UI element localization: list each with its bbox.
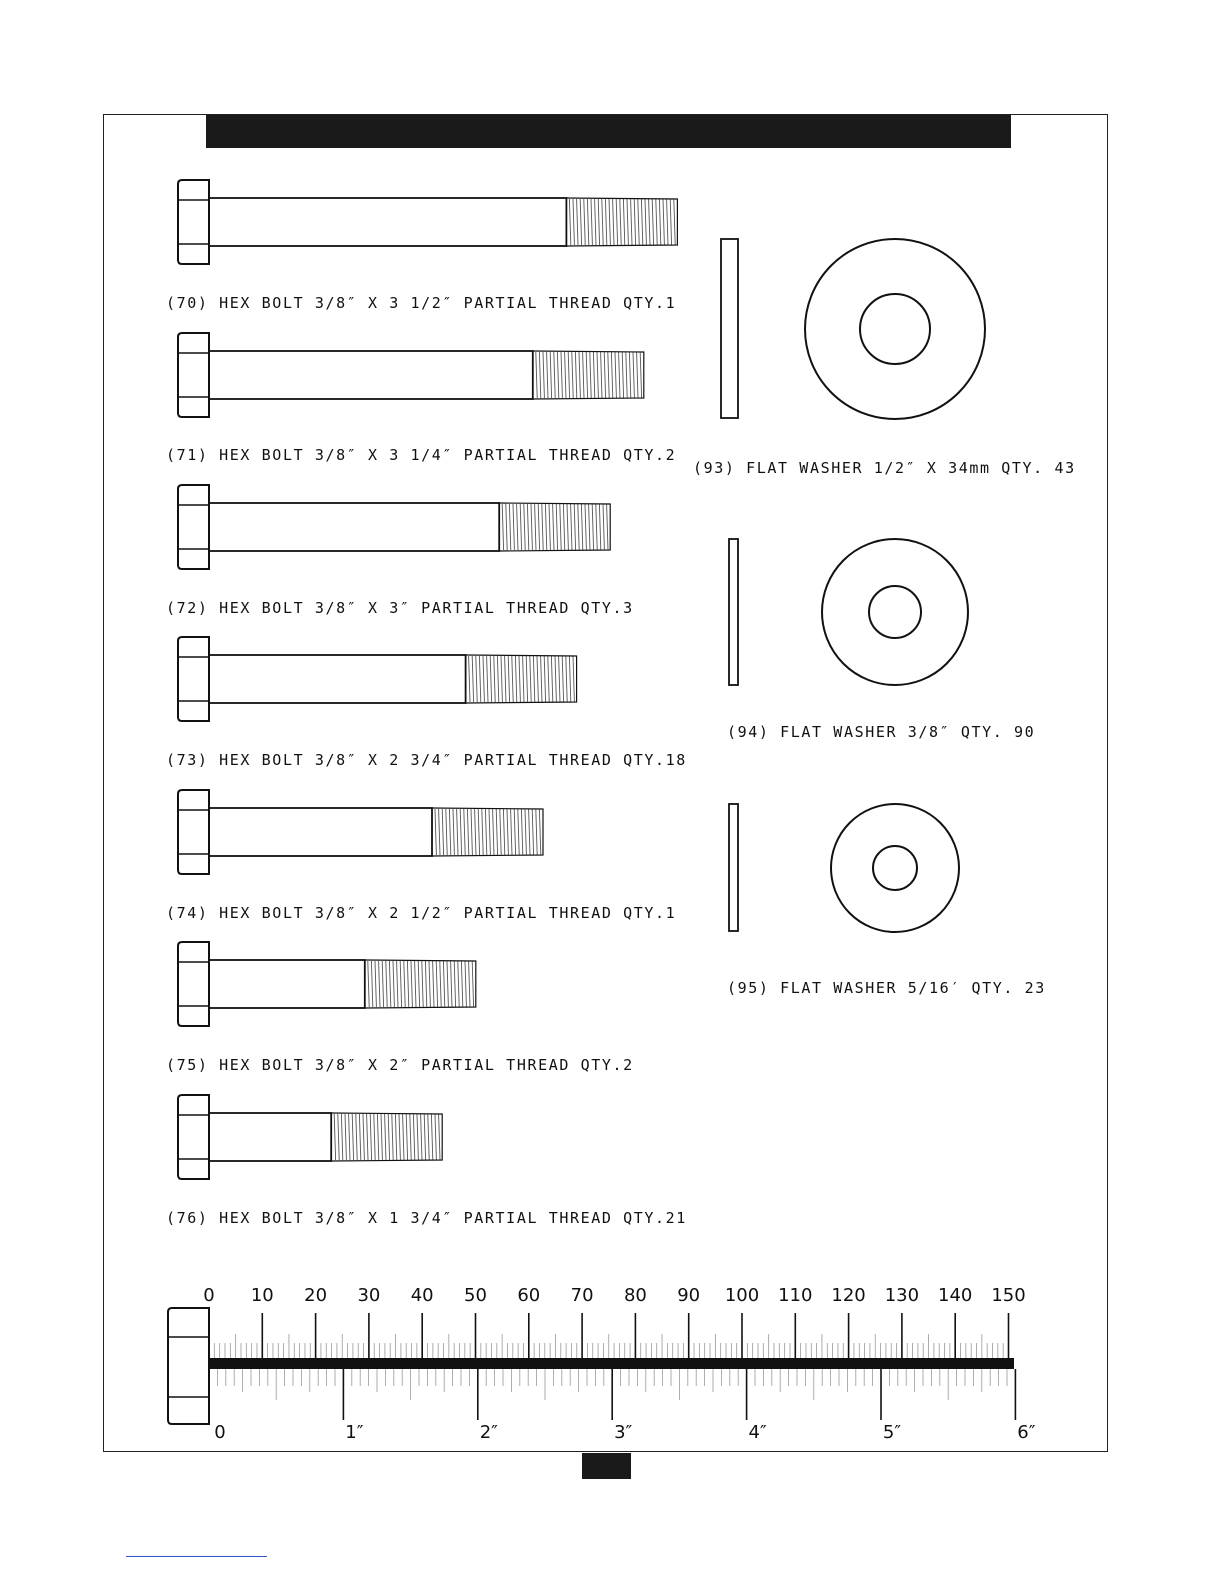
washer-outer-ring: [822, 539, 968, 685]
bolt-head: [178, 333, 209, 417]
bolt-head: [178, 637, 209, 721]
washer-label-94: (94) FLAT WASHER 3/8″ QTY. 90: [727, 723, 1036, 741]
scale-bar: [209, 1358, 1014, 1369]
bolt-label-72: (72) HEX BOLT 3/8″ X 3″ PARTIAL THREAD QTY.3: [166, 599, 634, 617]
bolt-head: [178, 180, 209, 264]
washer-outer-ring: [831, 804, 959, 932]
mm-label: 90: [677, 1285, 701, 1306]
inch-label: 6″: [1017, 1422, 1036, 1443]
bolt-threads: [435, 809, 541, 855]
bolt-head: [178, 1095, 209, 1179]
mm-label: 60: [517, 1285, 541, 1306]
bolt-shank: [209, 1113, 331, 1161]
washer-side-view: [721, 239, 738, 418]
bolt-shank: [209, 808, 432, 856]
bolt-label-76: (76) HEX BOLT 3/8″ X 1 3/4″ PARTIAL THREAD QTY.21: [166, 1209, 687, 1227]
inch-label: 3″: [614, 1422, 633, 1443]
scale-bolt-head: [168, 1308, 209, 1424]
mm-label: 120: [831, 1285, 866, 1306]
mm-label: 150: [991, 1285, 1026, 1306]
mm-label: 130: [884, 1285, 920, 1306]
washer-label-95: (95) FLAT WASHER 5/16′ QTY. 23: [727, 979, 1046, 997]
hex-bolt-4: [178, 790, 543, 874]
mm-label: 100: [724, 1285, 760, 1306]
bolt-label-75: (75) HEX BOLT 3/8″ X 2″ PARTIAL THREAD QTY.2: [166, 1056, 634, 1074]
bolt-shank: [209, 351, 533, 399]
bolt-shank: [209, 960, 365, 1008]
bolt-threads: [569, 199, 675, 245]
flat-washer-2: [729, 804, 959, 932]
hex-bolt-5: [178, 942, 476, 1026]
bolt-threads: [469, 656, 575, 702]
mm-label: 10: [250, 1285, 274, 1306]
inch-label: 4″: [748, 1422, 767, 1443]
bolt-label-71: (71) HEX BOLT 3/8″ X 3 1/4″ PARTIAL THREAD QTY.2: [166, 446, 677, 464]
mm-label: 20: [304, 1285, 328, 1306]
hex-bolt-0: [178, 180, 677, 264]
washer-label-93: (93) FLAT WASHER 1/2″ X 34mm QTY. 43: [693, 459, 1076, 477]
bolt-shank: [209, 198, 566, 246]
washer-side-view: [729, 539, 738, 685]
measuring-scale: [168, 1285, 1036, 1443]
mm-label: 50: [464, 1285, 487, 1306]
washer-side-view: [729, 804, 738, 931]
bolt-shank: [209, 503, 499, 551]
bolt-drawings: [178, 180, 677, 1179]
inch-label: 2″: [479, 1422, 498, 1443]
bolt-label-70: (70) HEX BOLT 3/8″ X 3 1/2″ PARTIAL THREAD QTY.1: [166, 294, 677, 312]
flat-washer-0: [721, 239, 985, 419]
hex-bolt-2: [178, 485, 610, 569]
bolt-head: [178, 485, 209, 569]
bolt-head: [178, 942, 209, 1026]
mm-label: 80: [623, 1285, 647, 1306]
bolt-threads: [536, 352, 642, 398]
mm-label: 0: [203, 1285, 215, 1306]
hex-bolt-6: [178, 1095, 442, 1179]
washer-outer-ring: [805, 239, 985, 419]
mm-label: 70: [570, 1285, 594, 1306]
bolt-label-73: (73) HEX BOLT 3/8″ X 2 3/4″ PARTIAL THREAD QTY.18: [166, 751, 687, 769]
mm-label: 40: [410, 1285, 434, 1306]
bolt-threads: [502, 504, 608, 550]
page-number-tab: [582, 1453, 631, 1479]
washer-inner-hole: [869, 586, 921, 638]
bolt-threads: [334, 1114, 440, 1160]
mm-label: 110: [778, 1285, 813, 1306]
washer-inner-hole: [873, 846, 917, 890]
washer-drawings: [721, 239, 985, 932]
bolt-shank: [209, 655, 466, 703]
hex-bolt-3: [178, 637, 577, 721]
mm-label: 140: [938, 1285, 973, 1306]
inch-label: 1″: [345, 1422, 364, 1443]
mm-label: 30: [357, 1285, 381, 1306]
inch-label: 5″: [882, 1422, 902, 1443]
flat-washer-1: [729, 539, 968, 685]
footer-link-underline: [126, 1556, 267, 1557]
bolt-label-74: (74) HEX BOLT 3/8″ X 2 1/2″ PARTIAL THREAD QTY.1: [166, 904, 677, 922]
hex-bolt-1: [178, 333, 644, 417]
inch-label: 0: [214, 1422, 226, 1443]
bolt-head: [178, 790, 209, 874]
bolt-threads: [368, 961, 474, 1007]
washer-inner-hole: [860, 294, 930, 364]
